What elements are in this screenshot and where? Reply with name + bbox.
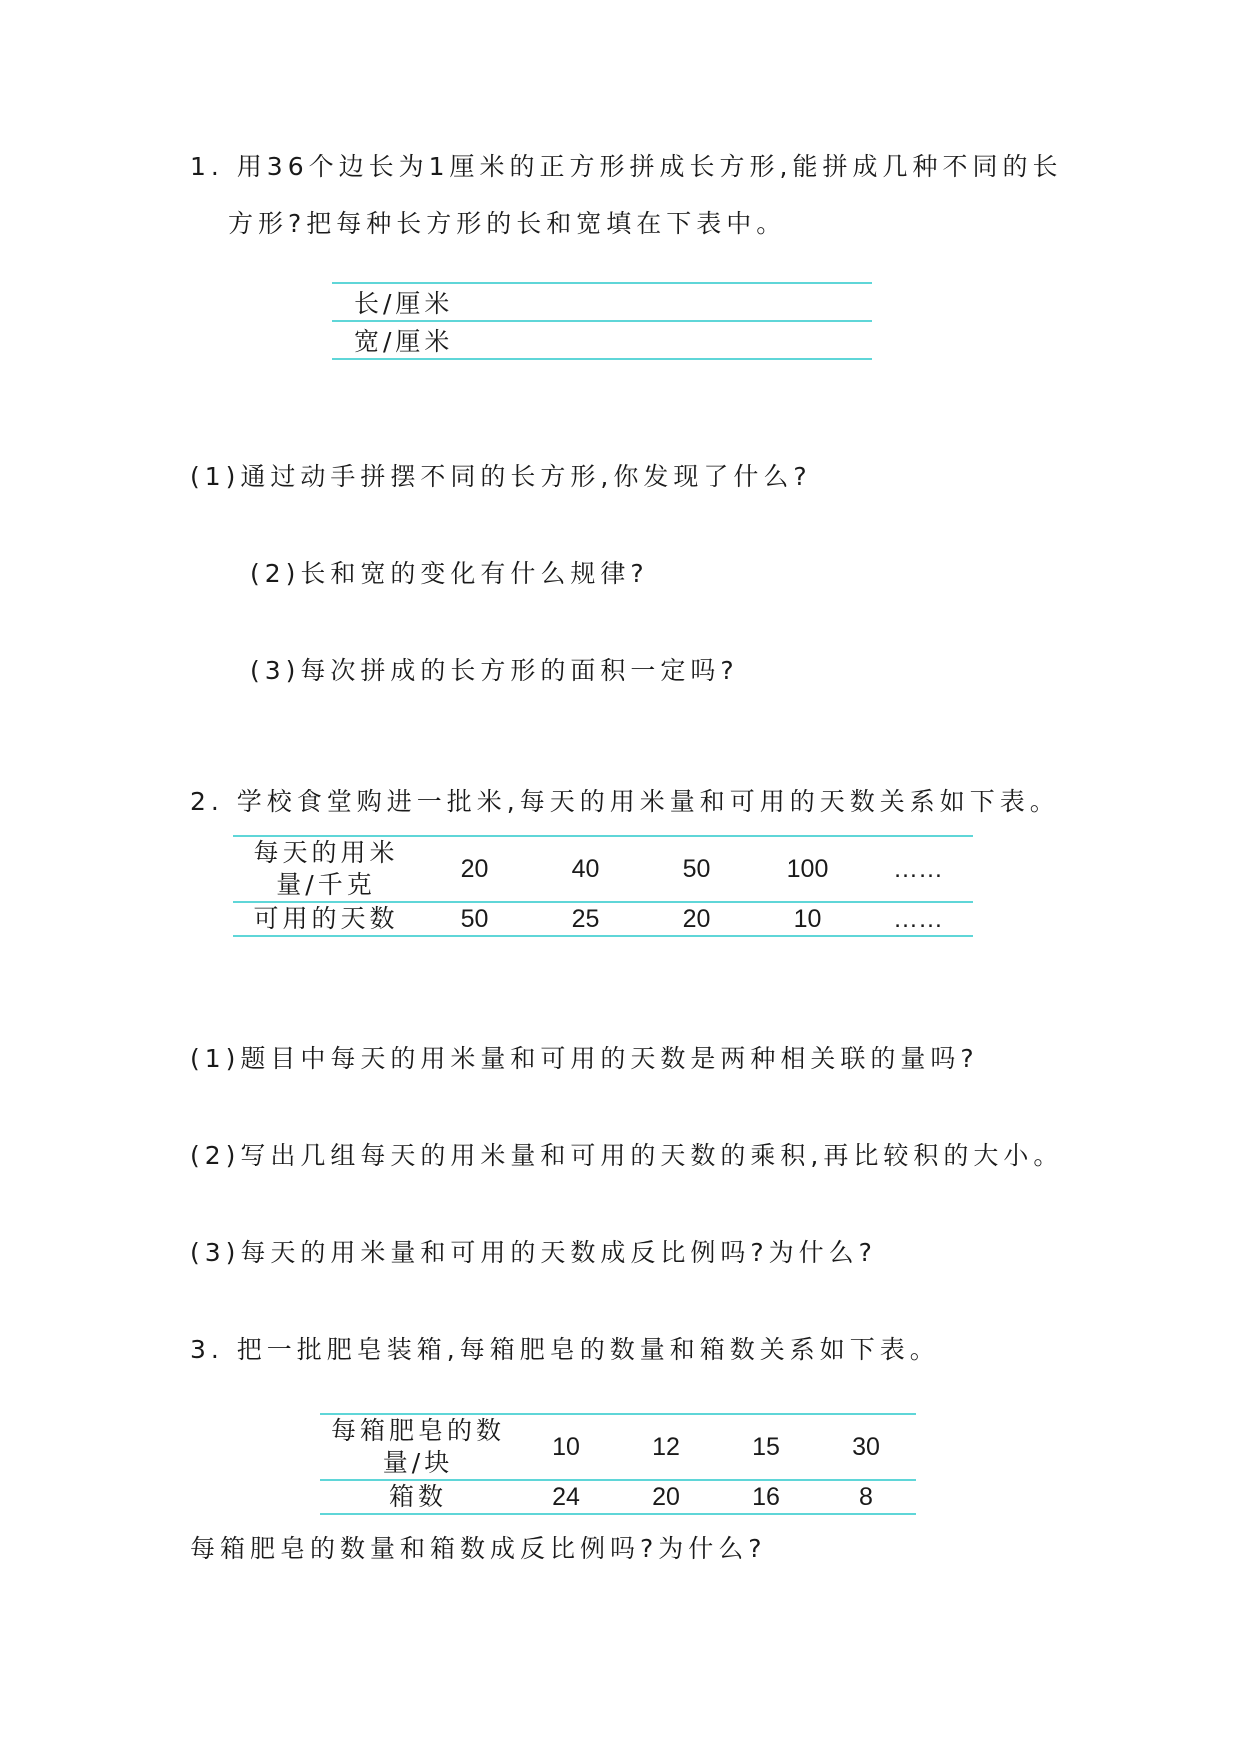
q2-table <box>233 835 973 937</box>
q2-table-cell: 10 <box>752 902 863 936</box>
q1-stem-line1: 1. 用36个边长为1厘米的正方形拼成长方形,能拼成几种不同的长 <box>190 152 1063 181</box>
q3-table-cell: 16 <box>716 1480 816 1514</box>
q3-table-header-boxes: 箱数 <box>320 1480 516 1514</box>
q3-table-cell: 12 <box>616 1414 716 1480</box>
q3-table-cell: 8 <box>816 1480 916 1514</box>
q3-question: 每箱肥皂的数量和箱数成反比例吗?为什么? <box>190 1534 767 1563</box>
q2-table-cell: 100 <box>752 836 863 902</box>
q2-table-cell: 20 <box>419 836 530 902</box>
q2-table-header-days: 可用的天数 <box>233 902 419 936</box>
q3-table-cell: 30 <box>816 1414 916 1480</box>
q2-table-header-line2: 量/千克 <box>276 870 376 899</box>
q3-table-cell: 10 <box>516 1414 616 1480</box>
q3-stem: 3. 把一批肥皂装箱,每箱肥皂的数量和箱数关系如下表。 <box>190 1335 940 1364</box>
q1-table-width-label: 宽/厘米 <box>332 321 872 359</box>
q3-table-cell: 20 <box>616 1480 716 1514</box>
q3-table-cell: 24 <box>516 1480 616 1514</box>
q2-sub3: (3)每天的用米量和可用的天数成反比例吗?为什么? <box>190 1238 877 1267</box>
q2-table-cell: 25 <box>530 902 641 936</box>
q3-table-header-line1: 每箱肥皂的数 <box>330 1416 505 1445</box>
q1-stem-line2: 方形?把每种长方形的长和宽填在下表中。 <box>228 209 787 238</box>
q1-table-length-label: 长/厘米 <box>332 283 872 321</box>
q3-table-header-line2: 量/块 <box>382 1448 454 1477</box>
q2-table-cell: 50 <box>419 902 530 936</box>
q2-stem: 2. 学校食堂购进一批米,每天的用米量和可用的天数关系如下表。 <box>190 787 1060 816</box>
q1-sub1: (1)通过动手拼摆不同的长方形,你发现了什么? <box>190 462 812 491</box>
q1-sub2: (2)长和宽的变化有什么规律? <box>250 559 649 588</box>
q1-table <box>332 282 872 360</box>
q2-table-cell: 50 <box>641 836 752 902</box>
q2-table-cell: 40 <box>530 836 641 902</box>
q3-table <box>320 1413 916 1515</box>
q1-sub3: (3)每次拼成的长方形的面积一定吗? <box>250 656 739 685</box>
q2-table-header-line1: 每天的用米 <box>253 838 399 867</box>
q2-table-cell: …… <box>863 902 973 936</box>
q2-sub1: (1)题目中每天的用米量和可用的天数是两种相关联的量吗? <box>190 1044 979 1073</box>
q2-sub2: (2)写出几组每天的用米量和可用的天数的乘积,再比较积的大小。 <box>190 1141 1064 1170</box>
q3-table-cell: 15 <box>716 1414 816 1480</box>
q2-table-header-rice-per-day <box>233 836 419 902</box>
q3-table-header-soap-per-box <box>320 1414 516 1480</box>
q2-table-cell: …… <box>863 836 973 902</box>
q2-table-cell: 20 <box>641 902 752 936</box>
